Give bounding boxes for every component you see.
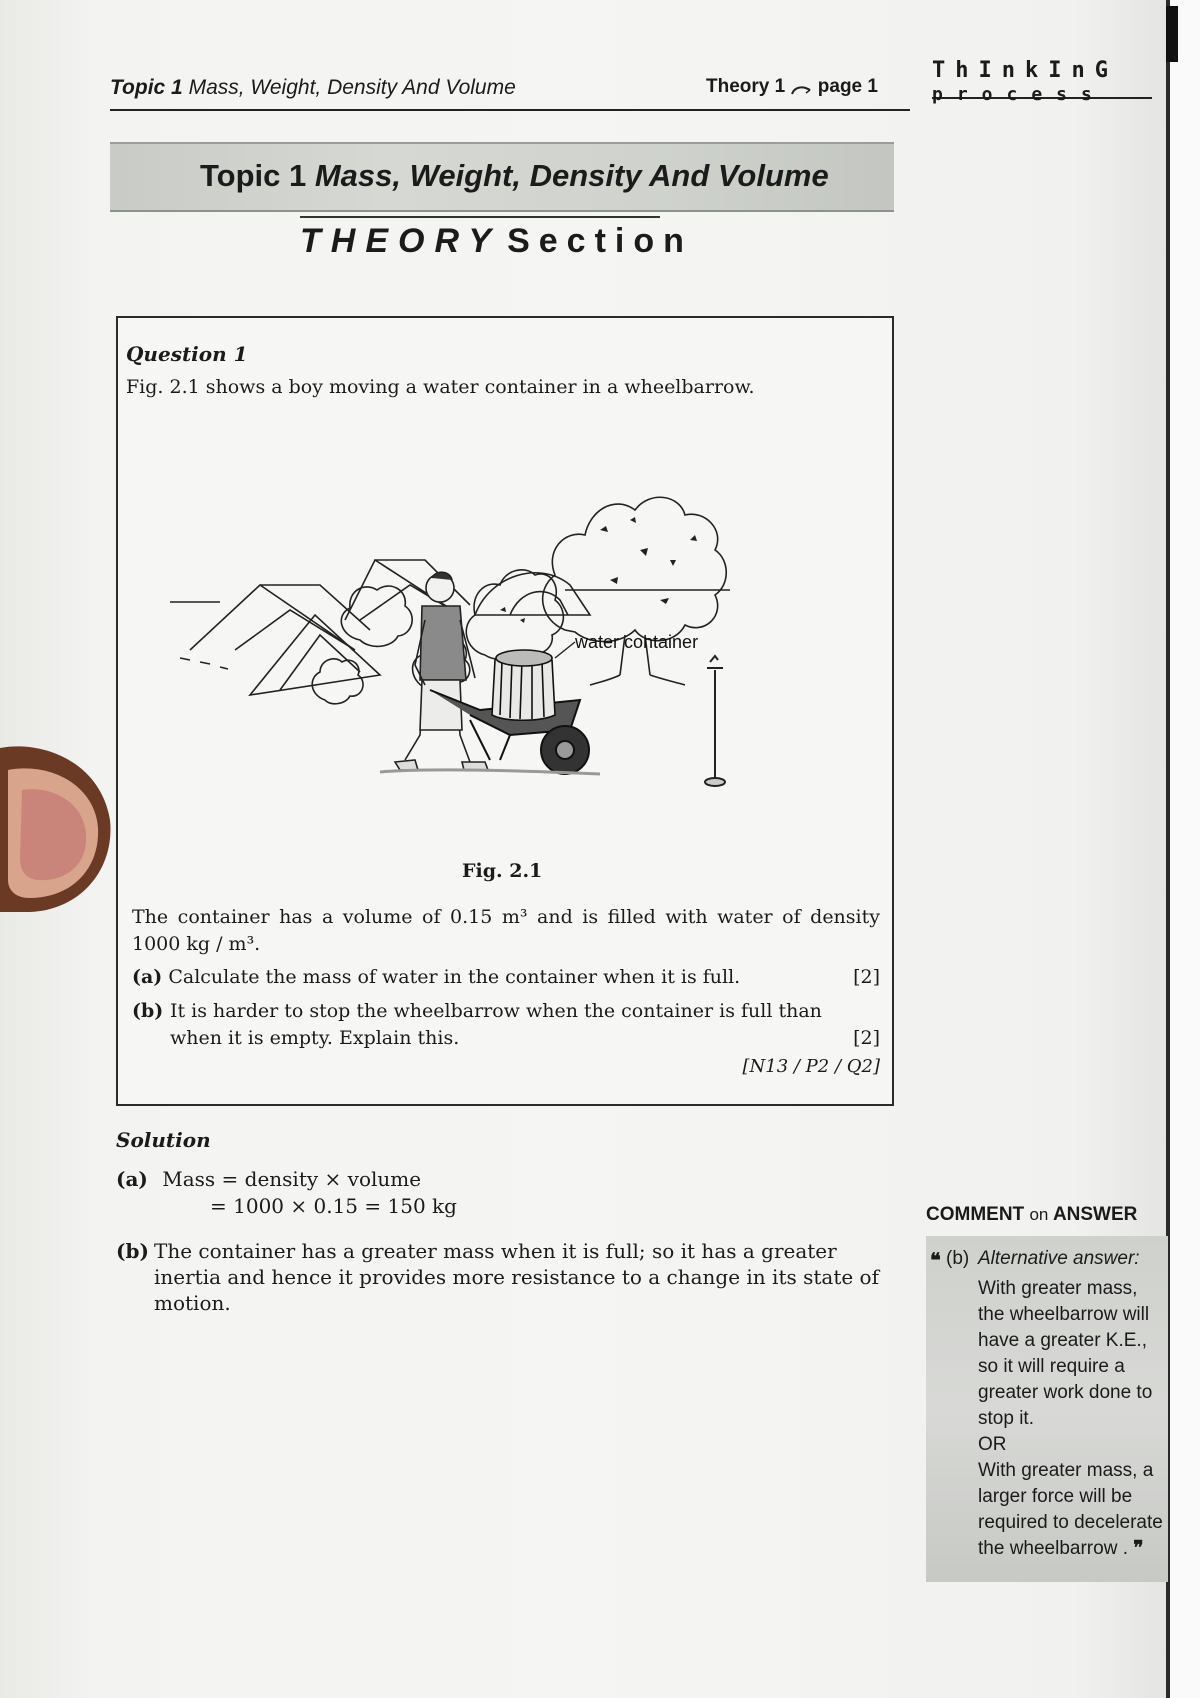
comment-alt-2: With greater mass, a larger force will be required to decelerate the wheelbarrow . (978, 1460, 1163, 1559)
comment-head-on: on (1029, 1205, 1049, 1224)
water-container-drawing (492, 650, 555, 720)
water-container-label: water container (575, 632, 699, 652)
theory-section-heading (300, 216, 720, 262)
tap-drawing (705, 656, 725, 786)
solution-part-b (116, 1238, 896, 1316)
brand-line-2: process (932, 84, 1106, 105)
comment-or: OR (978, 1434, 1007, 1455)
question-part-a (132, 964, 880, 991)
brand-logo (932, 58, 1156, 112)
topic-banner (110, 142, 894, 212)
part-a-marks: [2] (853, 966, 880, 988)
page-tab-mark (1166, 6, 1178, 62)
comment-body (978, 1276, 1164, 1562)
header-rule (110, 109, 910, 111)
header-page-number: 1 (867, 76, 878, 97)
solution-a-label: (a) (116, 1167, 148, 1191)
part-a-text: Calculate the mass of water in the container when it is full. (168, 966, 741, 988)
banner-topic-number: Topic 1 (200, 158, 307, 193)
question-statement: The container has a volume of 0.15 m³ and is filled with water of density 1000 kg / m³. (132, 906, 880, 955)
finger-thumb (0, 740, 116, 920)
section-rule (300, 216, 660, 218)
solution-a-line-2: = 1000 × 0.15 = 150 kg (210, 1194, 457, 1218)
figure-caption: Fig. 2.1 (462, 860, 543, 882)
header-topic-number: Topic 1 (110, 76, 183, 99)
comment-head-2: ANSWER (1052, 1204, 1138, 1225)
part-b-text: It is harder to stop the wheelbarrow when the container is full than when it is empty. Explain this. (170, 1000, 822, 1049)
comment-box (926, 1236, 1168, 1582)
wheelbarrow-illustration (170, 410, 730, 860)
part-b-label: (b) (132, 1000, 164, 1022)
question-intro: Fig. 2.1 shows a boy moving a water container in a wheelbarrow. (126, 376, 755, 398)
banner-topic-title: Mass, Weight, Density And Volume (314, 158, 829, 193)
header-theory-label: Theory 1 (706, 76, 786, 97)
brand-line-1: ThInkInG (932, 58, 1118, 83)
comment-part-label: (b) (946, 1248, 970, 1269)
comment-heading (926, 1204, 1137, 1226)
header-page-label: page (817, 76, 863, 97)
section-word-theory: THEORY (300, 222, 502, 260)
header-page-info (706, 76, 878, 98)
solution-b-text: The container has a greater mass when it is full; so it has a greater inertia and hence it provides more resistance to a change in its state of motion. (154, 1239, 879, 1315)
part-a-label: (a) (132, 966, 163, 988)
solution-a-line-1: Mass = density × volume (162, 1167, 422, 1191)
comment-alt-1: With greater mass, the wheelbarrow will have a greater K.E., so it will require a greater work done to stop it. (978, 1278, 1153, 1429)
solution-label: Solution (116, 1128, 211, 1152)
comment-head-1: COMMENT (926, 1204, 1025, 1225)
tree-leaf-marks (500, 517, 697, 623)
annotation-leader-line (555, 642, 575, 658)
question-source: [N13 / P2 / Q2] (742, 1056, 880, 1077)
section-word-section: Section (507, 222, 693, 260)
section-title (300, 222, 693, 261)
question-part-b (132, 998, 880, 1052)
part-b-marks: [2] (853, 1027, 880, 1049)
close-quote-icon: ❞ (1133, 1538, 1144, 1559)
solution-part-a (116, 1164, 421, 1194)
question-label: Question 1 (126, 342, 248, 366)
header-topic (110, 76, 516, 100)
comment-alt-label: Alternative answer: (978, 1248, 1140, 1269)
solution-b-label: (b) (116, 1239, 149, 1263)
pencil-icon (790, 81, 812, 93)
open-quote-icon: ❝ (930, 1250, 941, 1272)
banner-title (200, 158, 829, 194)
page-edge-background (1168, 0, 1200, 1698)
header-topic-title: Mass, Weight, Density And Volume (188, 76, 516, 99)
